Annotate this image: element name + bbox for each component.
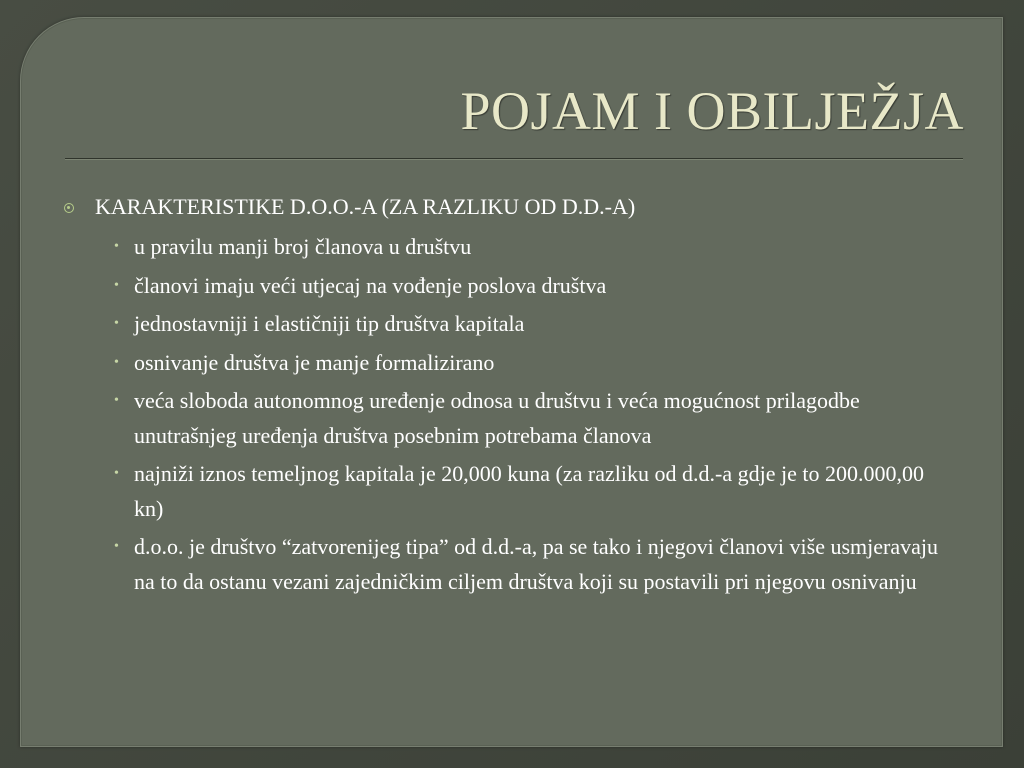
bullet-dot-icon: • [114,277,119,293]
list-item-text: d.o.o. je društvo “zatvorenijeg tipa” od d.d.-a, pa se tako i njegovi članovi više usmjeravaju na to da ostanu vezani zajedničkim ciljem društva koji su postavili pri njegovu osnivanju [134,534,938,594]
list-item-text: članovi imaju veći utjecaj na vođenje poslova društva [134,272,607,298]
main-bullet-text: KARAKTERISTIKE D.O.O.-A (ZA RAZLIKU OD D.D.-A) [95,194,636,219]
list-item-text: najniži iznos temeljnog kapitala je 20,000 kuna (za razliku od d.d.-a gdje je to 200.000,00 kn) [134,461,924,521]
list-item [114,457,962,526]
bullet-dot-icon: • [114,466,119,481]
slide-title: POJAM I OBILJEŽJA [460,81,964,141]
list-item [114,269,962,304]
list-item [114,346,962,381]
list-item-text: veća sloboda autonomnog uređenje odnosa u društvu i veća mogućnost prilagodbe unutrašnjeg uređenja društva posebnim potrebama članova [134,388,860,448]
list-item-text: osnivanje društva je manje formalizirano [134,349,495,375]
bullet-dot-icon: • [114,239,119,254]
main-bullet [62,190,962,224]
bullet-dot-icon: • [114,316,119,331]
list-item [114,230,962,265]
slide-content [62,190,962,603]
list-item [114,530,962,599]
list-item-text: jednostavniji i elastičniji tip društva kapitala [134,311,525,336]
circled-dot-icon [64,203,74,213]
bullet-dot-icon: • [114,393,119,408]
list-item [114,307,962,342]
sub-bullet-list [62,230,962,599]
list-item [114,384,962,453]
title-divider [65,158,963,160]
bullet-dot-icon: • [114,354,119,370]
bullet-dot-icon: • [114,539,119,554]
list-item-text: u pravilu manji broj članova u društvu [134,234,472,259]
